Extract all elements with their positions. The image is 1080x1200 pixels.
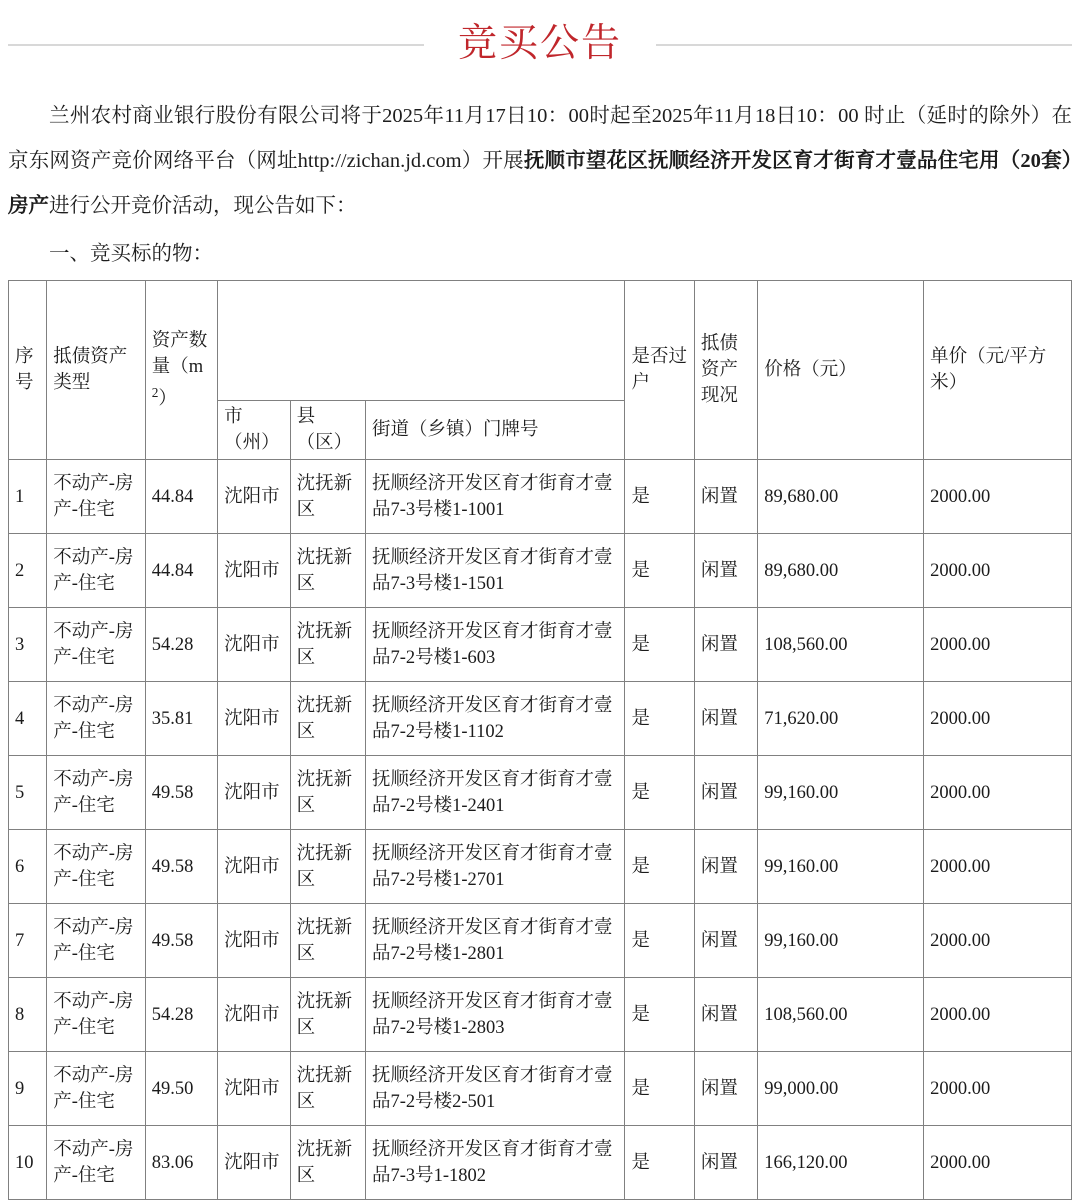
cell-asset-type: 不动产-房产-住宅 <box>47 978 146 1052</box>
col-header-quantity: 资产数量$(m^2)$ <box>145 281 217 460</box>
cell-transfer: 是 <box>625 904 694 978</box>
cell-unit-price: 2000.00 <box>924 904 1072 978</box>
cell-city: 沈阳市 <box>218 756 290 830</box>
table-header-row <box>9 281 1072 401</box>
cell-status: 闲置 <box>694 756 757 830</box>
table-row <box>9 904 1072 978</box>
cell-price: 99,000.00 <box>758 1052 924 1126</box>
col-header-city: 市（州） <box>218 401 290 460</box>
cell-status: 闲置 <box>694 682 757 756</box>
table-row <box>9 756 1072 830</box>
title-rule-left <box>8 44 424 46</box>
cell-price: 108,560.00 <box>758 978 924 1052</box>
cell-city: 沈阳市 <box>218 1126 290 1200</box>
cell-unit-price: 2000.00 <box>924 756 1072 830</box>
cell-street: 抚顺经济开发区育才街育才壹品7-2号楼1-2801 <box>365 904 624 978</box>
cell-transfer: 是 <box>625 978 694 1052</box>
cell-street: 抚顺经济开发区育才街育才壹品7-2号楼1-603 <box>365 608 624 682</box>
cell-county: 沈抚新区 <box>290 978 365 1052</box>
table-row <box>9 534 1072 608</box>
intro-text-part2: 进行公开竞价活动，现公告如下： <box>49 195 357 217</box>
cell-asset-type: 不动产-房产-住宅 <box>47 682 146 756</box>
cell-asset-type: 不动产-房产-住宅 <box>47 904 146 978</box>
col-header-county: 县（区） <box>290 401 365 460</box>
section-heading-auction-items: 一、竞买标的物： <box>49 243 213 265</box>
table-row <box>9 460 1072 534</box>
cell-status: 闲置 <box>694 1126 757 1200</box>
cell-county: 沈抚新区 <box>290 756 365 830</box>
cell-asset-type: 不动产-房产-住宅 <box>47 608 146 682</box>
cell-transfer: 是 <box>625 1126 694 1200</box>
cell-asset-type: 不动产-房产-住宅 <box>47 460 146 534</box>
cell-status: 闲置 <box>694 608 757 682</box>
cell-asset-type: 不动产-房产-住宅 <box>47 830 146 904</box>
table-body <box>9 460 1072 1200</box>
col-header-price: 价格（元） <box>758 281 924 460</box>
table-row <box>9 978 1072 1052</box>
cell-quantity: 49.58 <box>145 830 217 904</box>
table-row <box>9 682 1072 756</box>
cell-city: 沈阳市 <box>218 682 290 756</box>
cell-county: 沈抚新区 <box>290 830 365 904</box>
cell-quantity: 49.58 <box>145 904 217 978</box>
cell-quantity: 44.84 <box>145 460 217 534</box>
cell-transfer: 是 <box>625 1052 694 1126</box>
title-banner <box>0 0 1080 86</box>
cell-transfer: 是 <box>625 756 694 830</box>
cell-seq: 5 <box>9 756 47 830</box>
cell-unit-price: 2000.00 <box>924 1052 1072 1126</box>
cell-county: 沈抚新区 <box>290 682 365 756</box>
col-header-status: 抵债资产现况 <box>694 281 757 460</box>
col-header-asset-type: 抵债资产类型 <box>47 281 146 460</box>
cell-quantity: 83.06 <box>145 1126 217 1200</box>
cell-city: 沈阳市 <box>218 608 290 682</box>
cell-price: 89,680.00 <box>758 460 924 534</box>
cell-status: 闲置 <box>694 460 757 534</box>
col-header-unit-price: 单价（元/平方米） <box>924 281 1072 460</box>
cell-price: 99,160.00 <box>758 904 924 978</box>
cell-quantity: 44.84 <box>145 534 217 608</box>
cell-asset-type: 不动产-房产-住宅 <box>47 1052 146 1126</box>
cell-unit-price: 2000.00 <box>924 682 1072 756</box>
cell-county: 沈抚新区 <box>290 460 365 534</box>
cell-status: 闲置 <box>694 978 757 1052</box>
intro-text-part1: 兰州农村商业银行股份有限公司将于2025年11月17日10：00时起至2025年11月18日10：00 时止（延时的除外）在京东网资产竞价网络平台（网址http://zichan.jd.com）开展 <box>8 105 1072 172</box>
cell-unit-price: 2000.00 <box>924 1126 1072 1200</box>
cell-city: 沈阳市 <box>218 978 290 1052</box>
cell-transfer: 是 <box>625 682 694 756</box>
cell-street: 抚顺经济开发区育才街育才壹品7-3号楼1-1501 <box>365 534 624 608</box>
cell-transfer: 是 <box>625 460 694 534</box>
intro-paragraph <box>8 94 1072 229</box>
cell-street: 抚顺经济开发区育才街育才壹品7-3号楼1-1001 <box>365 460 624 534</box>
cell-transfer: 是 <box>625 608 694 682</box>
cell-status: 闲置 <box>694 534 757 608</box>
cell-city: 沈阳市 <box>218 904 290 978</box>
cell-seq: 3 <box>9 608 47 682</box>
cell-quantity: 49.58 <box>145 756 217 830</box>
table-row <box>9 1126 1072 1200</box>
cell-seq: 6 <box>9 830 47 904</box>
cell-unit-price: 2000.00 <box>924 830 1072 904</box>
cell-quantity: 54.28 <box>145 978 217 1052</box>
col-header-location-group <box>218 281 625 401</box>
cell-unit-price: 2000.00 <box>924 608 1072 682</box>
cell-unit-price: 2000.00 <box>924 978 1072 1052</box>
cell-county: 沈抚新区 <box>290 534 365 608</box>
page-title: 竞买公告 <box>458 20 623 66</box>
cell-city: 沈阳市 <box>218 534 290 608</box>
cell-county: 沈抚新区 <box>290 1052 365 1126</box>
cell-seq: 4 <box>9 682 47 756</box>
intro-text-bold: 抚顺市望花区抚顺经济开发区育才街育才壹品住宅用（20套）房产 <box>8 150 1073 217</box>
cell-street: 抚顺经济开发区育才街育才壹品7-3号1-1802 <box>365 1126 624 1200</box>
cell-seq: 1 <box>9 460 47 534</box>
cell-seq: 7 <box>9 904 47 978</box>
cell-seq: 10 <box>9 1126 47 1200</box>
cell-quantity: 49.50 <box>145 1052 217 1126</box>
cell-transfer: 是 <box>625 830 694 904</box>
table-row <box>9 830 1072 904</box>
cell-price: 89,680.00 <box>758 534 924 608</box>
cell-asset-type: 不动产-房产-住宅 <box>47 534 146 608</box>
cell-unit-price: 2000.00 <box>924 460 1072 534</box>
cell-street: 抚顺经济开发区育才街育才壹品7-2号楼1-1102 <box>365 682 624 756</box>
cell-price: 99,160.00 <box>758 756 924 830</box>
table-row <box>9 608 1072 682</box>
cell-county: 沈抚新区 <box>290 608 365 682</box>
cell-status: 闲置 <box>694 830 757 904</box>
cell-price: 108,560.00 <box>758 608 924 682</box>
col-header-seq: 序号 <box>9 281 47 460</box>
cell-street: 抚顺经济开发区育才街育才壹品7-2号楼1-2401 <box>365 756 624 830</box>
cell-city: 沈阳市 <box>218 830 290 904</box>
cell-unit-price: 2000.00 <box>924 534 1072 608</box>
cell-price: 71,620.00 <box>758 682 924 756</box>
cell-street: 抚顺经济开发区育才街育才壹品7-2号楼1-2701 <box>365 830 624 904</box>
cell-status: 闲置 <box>694 904 757 978</box>
cell-city: 沈阳市 <box>218 1052 290 1126</box>
cell-county: 沈抚新区 <box>290 904 365 978</box>
cell-seq: 2 <box>9 534 47 608</box>
cell-street: 抚顺经济开发区育才街育才壹品7-2号楼1-2803 <box>365 978 624 1052</box>
cell-price: 99,160.00 <box>758 830 924 904</box>
cell-seq: 9 <box>9 1052 47 1126</box>
cell-asset-type: 不动产-房产-住宅 <box>47 756 146 830</box>
cell-street: 抚顺经济开发区育才街育才壹品7-2号楼2-501 <box>365 1052 624 1126</box>
col-header-street: 街道（乡镇）门牌号 <box>365 401 624 460</box>
title-rule-right <box>656 44 1072 46</box>
cell-quantity: 35.81 <box>145 682 217 756</box>
auction-items-table <box>8 280 1072 1200</box>
col-header-transfer: 是否过户 <box>625 281 694 460</box>
cell-quantity: 54.28 <box>145 608 217 682</box>
cell-price: 166,120.00 <box>758 1126 924 1200</box>
cell-status: 闲置 <box>694 1052 757 1126</box>
cell-city: 沈阳市 <box>218 460 290 534</box>
cell-seq: 8 <box>9 978 47 1052</box>
cell-asset-type: 不动产-房产-住宅 <box>47 1126 146 1200</box>
cell-county: 沈抚新区 <box>290 1126 365 1200</box>
table-row <box>9 1052 1072 1126</box>
cell-transfer: 是 <box>625 534 694 608</box>
table-header <box>9 281 1072 460</box>
